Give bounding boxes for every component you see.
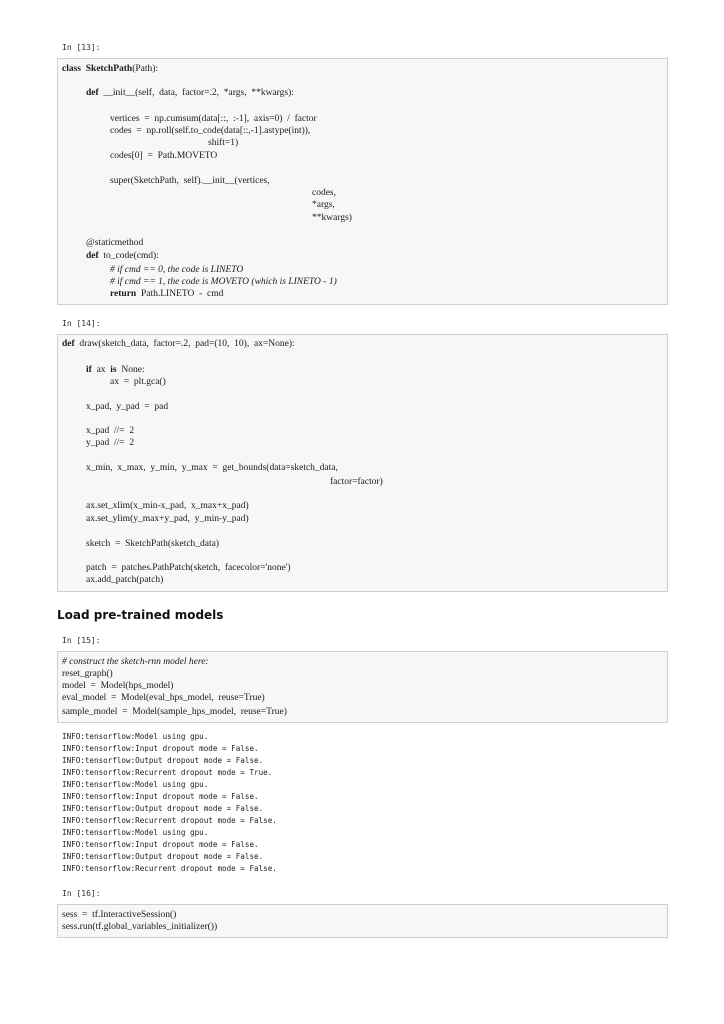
- code-line: [110, 175, 270, 187]
- code-text: sess.run(tf.global_variables_initializer()): [62, 922, 218, 932]
- code-keyword: class: [62, 64, 81, 74]
- code-line: [110, 264, 243, 276]
- cell-16-prompt: In [16]:: [62, 889, 101, 898]
- code-line: [110, 376, 166, 388]
- code-text: ax = plt.gca(): [110, 377, 166, 387]
- code-comment: # if cmd == 1, the code is MOVETO (which is LINETO - 1): [110, 277, 337, 287]
- code-line: [62, 338, 295, 350]
- output-line: INFO:tensorflow:Model using gpu.: [62, 780, 209, 789]
- code-line: [208, 137, 238, 149]
- code-text: codes,: [312, 188, 337, 198]
- code-text: shift=1): [208, 138, 239, 148]
- output-line: INFO:tensorflow:Output dropout mode = False.: [62, 852, 264, 861]
- output-line: INFO:tensorflow:Model using gpu.: [62, 732, 209, 741]
- code-text: draw(sketch_data, factor=.2, pad=(10, 10), ax=None):: [74, 339, 295, 349]
- code-text: @staticmethod: [86, 238, 144, 248]
- code-line: [62, 706, 287, 718]
- code-text: sess = tf.InteractiveSession(): [62, 910, 177, 920]
- code-text: x_pad, y_pad = pad: [86, 402, 169, 412]
- code-line: [62, 656, 209, 668]
- code-line: [86, 237, 143, 249]
- code-line: [86, 364, 145, 376]
- code-line: [110, 125, 310, 137]
- code-text: patch = patches.PathPatch(sketch, facecolor='none'): [86, 563, 291, 573]
- code-keyword: if: [86, 365, 92, 375]
- code-text: __init__(self, data, factor=.2, *args, **kwargs):: [98, 88, 294, 98]
- code-text: x_pad //= 2: [86, 426, 135, 436]
- code-keyword: is: [110, 365, 117, 375]
- code-line: [110, 276, 337, 288]
- code-line: [62, 63, 158, 75]
- code-line: [312, 187, 336, 199]
- code-line: [86, 538, 219, 550]
- code-text: y_pad //= 2: [86, 438, 135, 448]
- output-line: INFO:tensorflow:Recurrent dropout mode = False.: [62, 816, 277, 825]
- cell-14-prompt: In [14]:: [62, 319, 101, 328]
- code-line: [330, 476, 383, 488]
- code-line: [312, 212, 352, 224]
- code-text: Path.LINETO - cmd: [136, 289, 224, 299]
- section-heading: Load pre-trained models: [57, 608, 224, 622]
- cell-15-prompt: In [15]:: [62, 636, 101, 645]
- code-text: ax: [91, 365, 111, 375]
- output-line: INFO:tensorflow:Recurrent dropout mode = False.: [62, 864, 277, 873]
- code-text: factor=factor): [330, 477, 383, 487]
- code-comment: # construct the sketch-rnn model here:: [62, 657, 209, 667]
- code-line: [62, 692, 265, 704]
- code-text: vertices = np.cumsum(data[::, :-1], axis=0) / factor: [110, 114, 317, 124]
- code-text: **kwargs): [312, 213, 352, 223]
- code-keyword: return: [110, 289, 137, 299]
- code-keyword: def: [62, 339, 75, 349]
- output-line: INFO:tensorflow:Model using gpu.: [62, 828, 209, 837]
- code-line: [62, 921, 217, 933]
- code-line: [62, 680, 173, 692]
- code-text: x_min, x_max, y_min, y_max = get_bounds(data=sketch_data,: [86, 463, 338, 473]
- code-text: model = Model(hps_model): [62, 681, 174, 691]
- code-line: [86, 250, 159, 262]
- code-line: [86, 500, 249, 512]
- code-text: super(SketchPath, self).__init__(vertices,: [110, 176, 270, 186]
- code-text: (Path):: [132, 64, 159, 74]
- code-text: *args,: [312, 200, 335, 210]
- code-line: [86, 437, 134, 449]
- output-line: INFO:tensorflow:Recurrent dropout mode = True.: [62, 768, 273, 777]
- code-keyword: SketchPath: [85, 64, 133, 74]
- code-text: sample_model = Model(sample_hps_model, reuse=True): [62, 707, 287, 717]
- code-text: ax.set_ylim(y_max+y_pad, y_min-y_pad): [86, 514, 249, 524]
- code-comment: # if cmd == 0, the code is LINETO: [110, 265, 244, 275]
- code-text: sketch = SketchPath(sketch_data): [86, 539, 220, 549]
- code-keyword: def: [86, 88, 99, 98]
- code-line: [86, 574, 163, 586]
- code-text: ax.set_xlim(x_min-x_pad, x_max+x_pad): [86, 501, 249, 511]
- code-line: [62, 909, 176, 921]
- code-line: [110, 113, 317, 125]
- code-text: ax.add_patch(patch): [86, 575, 164, 585]
- code-line: [62, 668, 113, 680]
- code-keyword: def: [86, 251, 99, 261]
- code-text: codes = np.roll(self.to_code(data[::,-1].astype(int)),: [110, 126, 311, 136]
- output-line: INFO:tensorflow:Input dropout mode = False.: [62, 792, 259, 801]
- code-text: codes[0] = Path.MOVETO: [110, 151, 218, 161]
- output-line: INFO:tensorflow:Output dropout mode = False.: [62, 804, 264, 813]
- code-line: [86, 425, 134, 437]
- code-line: [312, 199, 335, 211]
- code-text: None:: [116, 365, 145, 375]
- code-line: [86, 462, 338, 474]
- output-line: INFO:tensorflow:Input dropout mode = False.: [62, 840, 259, 849]
- code-text: reset_graph(): [62, 669, 113, 679]
- cell-13-prompt: In [13]:: [62, 43, 101, 52]
- code-line: [86, 87, 294, 99]
- output-line: INFO:tensorflow:Output dropout mode = False.: [62, 756, 264, 765]
- code-line: [110, 150, 217, 162]
- code-text: eval_model = Model(eval_hps_model, reuse=True): [62, 693, 265, 703]
- code-line: [110, 288, 223, 300]
- output-line: INFO:tensorflow:Input dropout mode = False.: [62, 744, 259, 753]
- code-line: [86, 562, 291, 574]
- code-text: to_code(cmd):: [98, 251, 159, 261]
- code-line: [86, 401, 168, 413]
- code-line: [86, 513, 249, 525]
